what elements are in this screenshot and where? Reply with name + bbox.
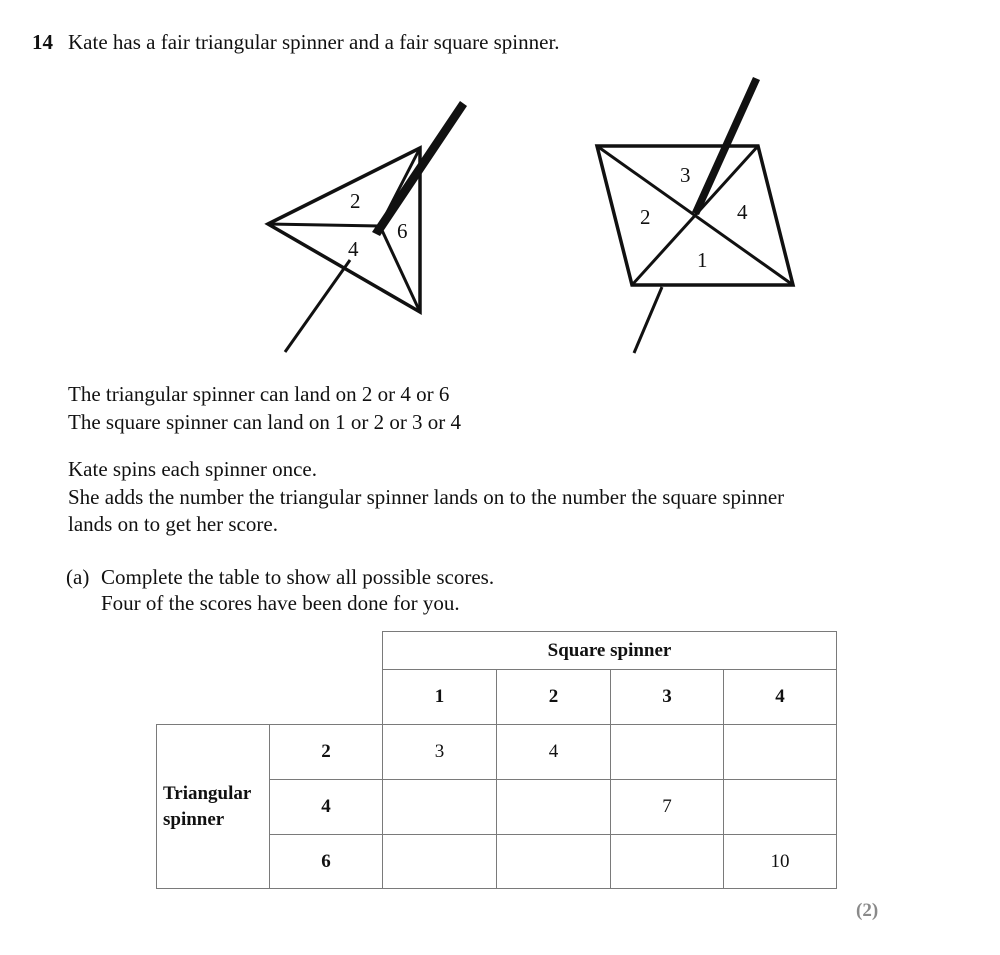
- body-line: The square spinner can land on 1 or 2 or 3 or 4: [68, 410, 462, 434]
- col-header: 3: [610, 669, 724, 725]
- col-group-header: Square spinner: [382, 631, 837, 670]
- row-header: 6: [269, 834, 383, 889]
- score-cell[interactable]: [723, 724, 837, 780]
- row-group-header-line: Triangular: [163, 782, 252, 804]
- square-spinner: [597, 77, 793, 353]
- body-line: She adds the number the triangular spinner lands on to the number the square spinner: [68, 485, 785, 509]
- row-header: 2: [269, 724, 383, 780]
- col-header: 2: [496, 669, 611, 725]
- score-cell[interactable]: [723, 779, 837, 835]
- score-cell[interactable]: [496, 779, 611, 835]
- triangular-spinner: [268, 101, 467, 352]
- row-group-header: [156, 724, 270, 889]
- part-a-instruction: Four of the scores have been done for you.: [101, 591, 460, 615]
- body-line: Kate spins each spinner once.: [68, 457, 317, 481]
- score-cell[interactable]: 7: [610, 779, 724, 835]
- score-cell[interactable]: 4: [496, 724, 611, 780]
- tri-section-label: 2: [350, 189, 361, 213]
- tri-section-label: 6: [397, 219, 408, 243]
- score-cell[interactable]: 3: [382, 724, 497, 780]
- score-cell[interactable]: 10: [723, 834, 837, 889]
- tri-section-label: 4: [348, 237, 359, 261]
- score-cell[interactable]: [382, 834, 497, 889]
- body-line: lands on to get her score.: [68, 512, 278, 536]
- row-header: 4: [269, 779, 383, 835]
- square-section-label: 3: [680, 163, 691, 187]
- col-header: 4: [723, 669, 837, 725]
- row-group-header-line: spinner: [163, 808, 225, 830]
- spinners-diagram: [0, 0, 1000, 380]
- col-header: 1: [382, 669, 497, 725]
- question-number: 14: [32, 30, 53, 54]
- question-intro: Kate has a fair triangular spinner and a fair square spinner.: [68, 30, 560, 54]
- part-a-instruction: Complete the table to show all possible scores.: [101, 565, 495, 589]
- square-section-label: 4: [737, 200, 748, 224]
- score-cell[interactable]: [496, 834, 611, 889]
- square-section-label: 1: [697, 248, 708, 272]
- score-cell[interactable]: [610, 834, 724, 889]
- score-cell[interactable]: [610, 724, 724, 780]
- square-section-label: 2: [640, 205, 651, 229]
- marks-indicator: (2): [856, 900, 879, 921]
- score-cell[interactable]: [382, 779, 497, 835]
- body-line: The triangular spinner can land on 2 or 4 or 6: [68, 382, 450, 406]
- part-a-label: (a): [66, 565, 90, 589]
